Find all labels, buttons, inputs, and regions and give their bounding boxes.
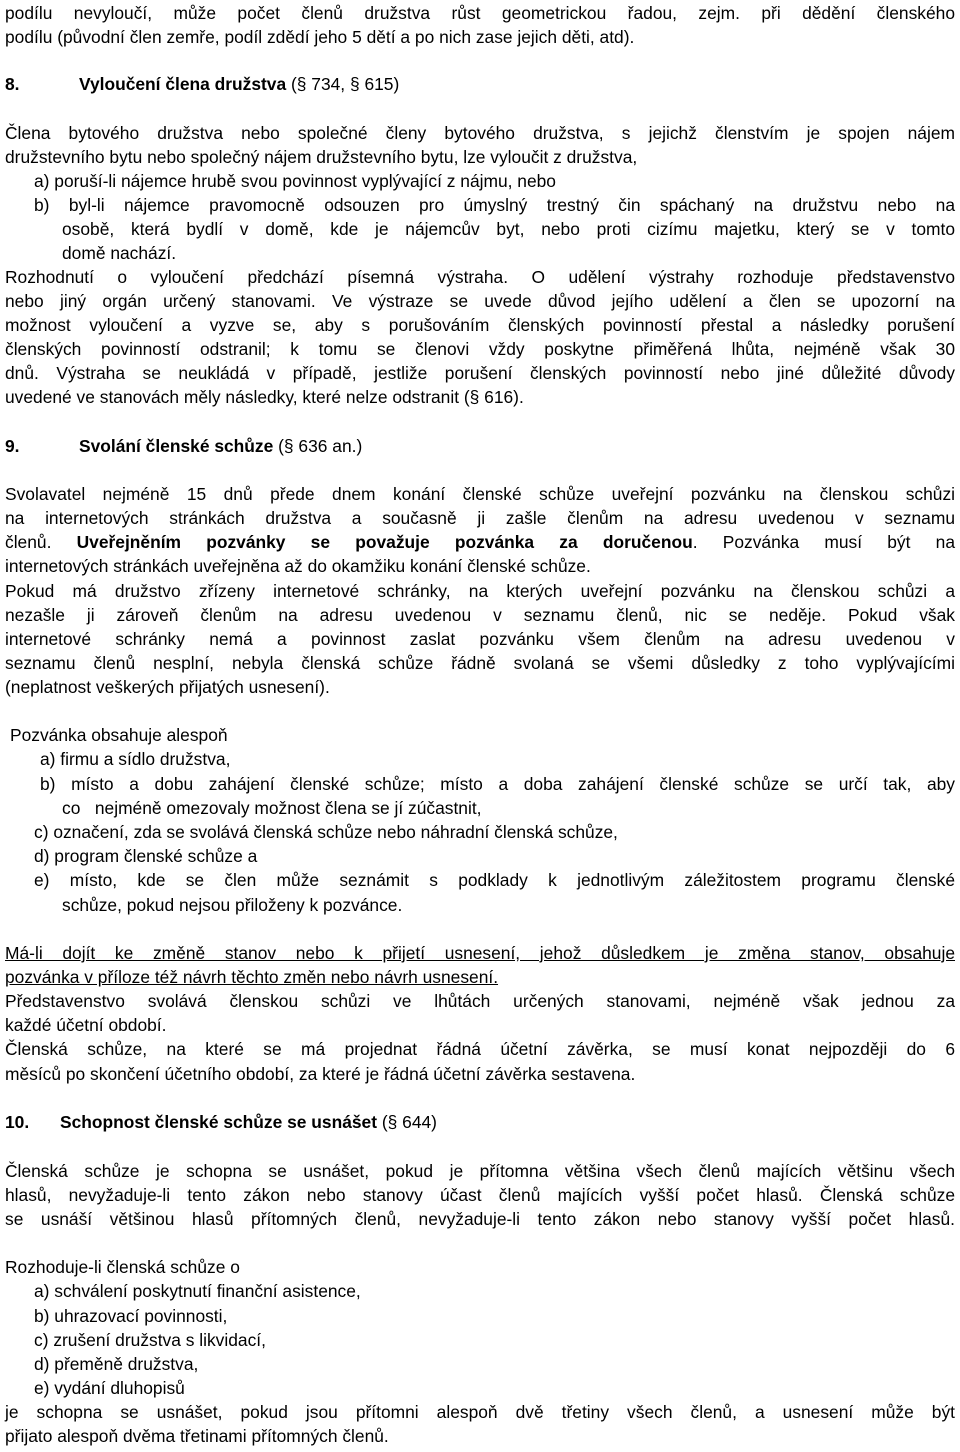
text-line: přijato alespoň dvěma třetinami přítomných členů. [5, 1426, 389, 1446]
section-title: Svolání členské schůze [79, 436, 274, 456]
section-reference: (§ 734, § 615) [286, 74, 400, 94]
text-line: seznamu členů nesplní, nebyla členská schůze řádně svolaná se všemi důsledky z toho vyplývajícími [5, 653, 955, 673]
text-line: Pokud má družstvo zřízeny internetové schránky, na kterých uveřejní pozvánku na členskou schůzi a [5, 581, 955, 601]
section-heading [60, 1111, 437, 1133]
text-line: podílu (původní člen zemře, podíl zdědí jeho 5 dětí a po nich zase jejich děti, atd). [5, 27, 635, 47]
section-heading [79, 435, 362, 457]
text-line: se usnáší většinou hlasů přítomných členů, nevyžaduje-li tento zákon nebo stanovy vyšší počet hlasů. [5, 1209, 955, 1229]
text-line: členských povinností odstranil; k tomu se členovi vždy poskytne přiměřená lhůta, nejméně však 30 [5, 339, 955, 359]
text-line: Rozhoduje-li členská schůze o [5, 1257, 240, 1277]
list-item: b) místo a dobu zahájení členské schůze; místo a doba zahájení členské schůze se určí tak, aby [40, 774, 955, 794]
list-item-continuation: schůze, pokud nejsou přiloženy k pozvánce. [62, 895, 403, 915]
section-reference: (§ 644) [377, 1112, 437, 1132]
list-item: b) byl-li nájemce pravomocně odsouzen pro úmyslný trestný čin spáchaný na družstvu nebo na [34, 195, 955, 215]
section-reference: (§ 636 an.) [273, 436, 363, 456]
text-line: je schopna se usnášet, pokud jsou přítomni alespoň dvě třetiny všech členů, a usnesení může být [5, 1402, 955, 1422]
text-line: hlasů, nevyžaduje-li tento zákon nebo stanovy účast členů majících vyšší počet hlasů. Členská schůze [5, 1185, 955, 1205]
text-run: členů. [5, 532, 77, 552]
list-item: e) vydání dluhopisů [34, 1378, 185, 1398]
section-title: Vyloučení člena družstva [79, 74, 287, 94]
bold-text: Uveřejněním pozvánky se považuje pozvánka za doručenou [76, 532, 693, 552]
list-item: e) místo, kde se člen může seznámit s podklady k jednotlivým záležitostem programu členské [34, 870, 955, 890]
text-line: nezašle ji zároveň členům na adresu uvedenou v seznamu členů, nic se neděje. Pokud však [5, 605, 955, 625]
list-item: d) program členské schůze a [34, 846, 258, 866]
text-line: družstevního bytu nebo společný nájem družstevního bytu, lze vyloučit z družstva, [5, 147, 638, 167]
list-item-continuation: domě nachází. [62, 243, 177, 263]
underlined-text: Má-li dojít ke změně stanov nebo k přijetí usnesení, jehož důsledkem je změna stanov, obsahuje [5, 943, 955, 963]
list-item: a) firmu a sídlo družstva, [40, 749, 231, 769]
section-number: 8. [5, 74, 20, 94]
text-line: uvedené ve stanovách měly následky, které nelze odstranit (§ 616). [5, 387, 524, 407]
text-line: podílu nevyloučí, může počet členů družstva růst geometrickou řadou, zejm. při dědění členského [5, 3, 955, 23]
list-item: c) označení, zda se svolává členská schůze nebo náhradní členská schůze, [34, 822, 618, 842]
list-item-continuation: osobě, která bydlí v domě, kde je nájemcův byt, nebo proti cizímu majetku, který se v tomto [62, 219, 955, 239]
text-line: internetových stránkách uveřejněna až do okamžiku konání členské schůze. [5, 556, 591, 576]
text-line: Členská schůze, na které se má projednat řádná účetní závěrka, se musí konat nejpozději do 6 [5, 1039, 955, 1059]
list-item: c) zrušení družstva s likvidací, [34, 1330, 266, 1350]
text-line: Představenstvo svolává členskou schůzi ve lhůtách určených stanovami, nejméně však jednou za [5, 991, 955, 1011]
list-item: d) přeměně družstva, [34, 1354, 199, 1374]
underlined-text: pozvánka v příloze též návrh těchto změn nebo návrh usnesení. [5, 967, 499, 987]
text-line: Rozhodnutí o vyloučení předchází písemná výstraha. O udělení výstrahy rozhoduje představenstvo [5, 267, 955, 287]
section-heading [79, 73, 399, 95]
text-line: internetové schránky nemá a povinnost zaslat pozvánku všem členům na adresu uvedenou v [5, 629, 955, 649]
text-line: měsíců po skončení účetního období, za které je řádná účetní závěrka sestavena. [5, 1064, 636, 1084]
text-line: Pozvánka obsahuje alespoň [10, 725, 228, 745]
text-line: každé účetní období. [5, 1015, 167, 1035]
list-item-continuation: co nejméně omezovaly možnost člena se jí zúčastnit, [62, 798, 482, 818]
list-item: a) poruší-li nájemce hrubě svou povinnost vyplývající z nájmu, nebo [34, 171, 556, 191]
section-number: 9. [5, 436, 20, 456]
text-line: Členská schůze je schopna se usnášet, pokud je přítomna většina všech členů majících většinu všech [5, 1161, 955, 1181]
text-run: . Pozvánka musí být na [692, 532, 955, 552]
text-line: (neplatnost veškerých přijatých usnesení). [5, 677, 330, 697]
text-line: možnost vyloučení a vyzve se, aby s porušováním členských povinností přestal a následky porušení [5, 315, 955, 335]
text-line: na internetových stránkách družstva a současně ji zašle členům na adresu uvedenou v seznamu [5, 508, 955, 528]
section-number: 10. [5, 1112, 30, 1132]
text-line: nebo jiný orgán určený stanovami. Ve výstraze se uvede důvod jejího udělení a člen se upozorní na [5, 291, 955, 311]
section-title: Schopnost členské schůze se usnášet [60, 1112, 378, 1132]
list-item: a) schválení poskytnutí finanční asistence, [34, 1281, 361, 1301]
text-line: dnů. Výstraha se neukládá v případě, jestliže porušení členských povinností nebo jiné důležité důvody [5, 363, 955, 383]
list-item: b) uhrazovací povinnosti, [34, 1306, 228, 1326]
text-line: Svolavatel nejméně 15 dnů přede dnem konání členské schůze uveřejní pozvánku na členskou schůzi [5, 484, 955, 504]
text-line: Člena bytového družstva nebo společné členy bytového družstva, s jejichž členstvím je spojen nájem [5, 123, 955, 143]
text-line [5, 531, 955, 553]
